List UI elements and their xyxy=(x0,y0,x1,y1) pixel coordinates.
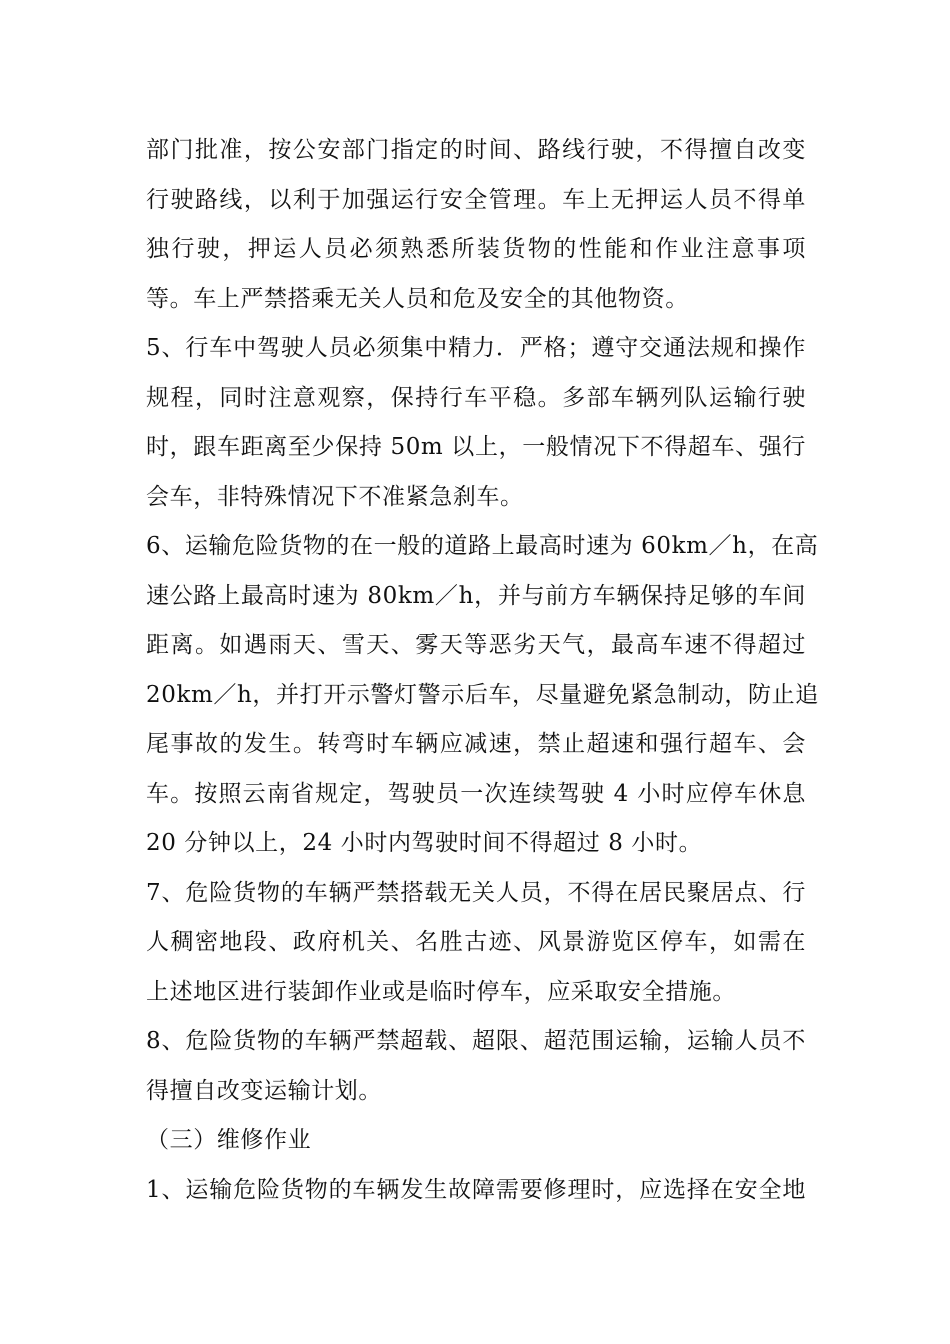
text-line: 尾事故的发生。转弯时车辆应减速，禁止超速和强行超车、会 xyxy=(146,731,806,757)
text-line: 独行驶，押运人员必须熟悉所装货物的性能和作业注意事项 xyxy=(146,236,806,262)
paragraph-maintenance-item-1 xyxy=(146,1166,806,1216)
text-line: 上述地区进行装卸作业或是临时停车，应采取安全措施。 xyxy=(146,978,736,1005)
section-heading-text: （三）维修作业 xyxy=(146,1127,312,1153)
text-line: 行驶路线，以利于加强运行安全管理。车上无押运人员不得单 xyxy=(146,186,806,213)
text-line: 20km／h，并打开示警灯警示后车，尽量避免紧急制动，防止追 xyxy=(146,681,819,708)
text-line: 5、行车中驾驶人员必须集中精力．严格；遵守交通法规和操作 xyxy=(146,335,806,361)
text-line: 时，跟车距离至少保持 50m 以上，一般情况下不得超车、强行 xyxy=(146,434,806,460)
text-line: 得擅自改变运输计划。 xyxy=(146,1077,382,1104)
text-line: 速公路上最高时速为 80km／h，并与前方车辆保持足够的车间 xyxy=(146,582,806,609)
paragraph-item-8 xyxy=(146,1017,806,1116)
text-line: 20 分钟以上，24 小时内驾驶时间不得超过 8 小时。 xyxy=(146,830,703,856)
text-line: 6、运输危险货物的在一般的道路上最高时速为 60km／h，在高 xyxy=(146,533,819,559)
document-body xyxy=(146,126,819,1215)
text-line: 7、危险货物的车辆严禁搭载无关人员，不得在居民聚居点、行 xyxy=(146,879,806,906)
paragraph-item-7 xyxy=(146,869,806,1018)
text-line: 人稠密地段、政府机关、名胜古迹、风景游览区停车，如需在 xyxy=(146,929,806,955)
text-line: 会车，非特殊情况下不准紧急刹车。 xyxy=(146,483,524,510)
text-line: 部门批准，按公安部门指定的时间、路线行驶，不得擅自改变 xyxy=(146,137,806,163)
paragraph-route-approval xyxy=(146,126,806,324)
text-line: 规程，同时注意观察，保持行车平稳。多部车辆列队运输行驶 xyxy=(146,384,806,411)
text-line: 距离。如遇雨天、雪天、雾天等恶劣天气，最高车速不得超过 xyxy=(146,632,806,658)
text-line: 1、运输危险货物的车辆发生故障需要修理时，应选择在安全地 xyxy=(146,1176,806,1203)
text-line: 等。车上严禁搭乘无关人员和危及安全的其他物资。 xyxy=(146,285,689,312)
text-line: 车。按照云南省规定，驾驶员一次连续驾驶 4 小时应停车休息 xyxy=(146,780,806,807)
paragraph-item-6 xyxy=(146,522,819,869)
section-heading-maintenance xyxy=(146,1116,806,1166)
paragraph-item-5 xyxy=(146,324,806,522)
text-line: 8、危险货物的车辆严禁超载、超限、超范围运输，运输人员不 xyxy=(146,1028,806,1054)
